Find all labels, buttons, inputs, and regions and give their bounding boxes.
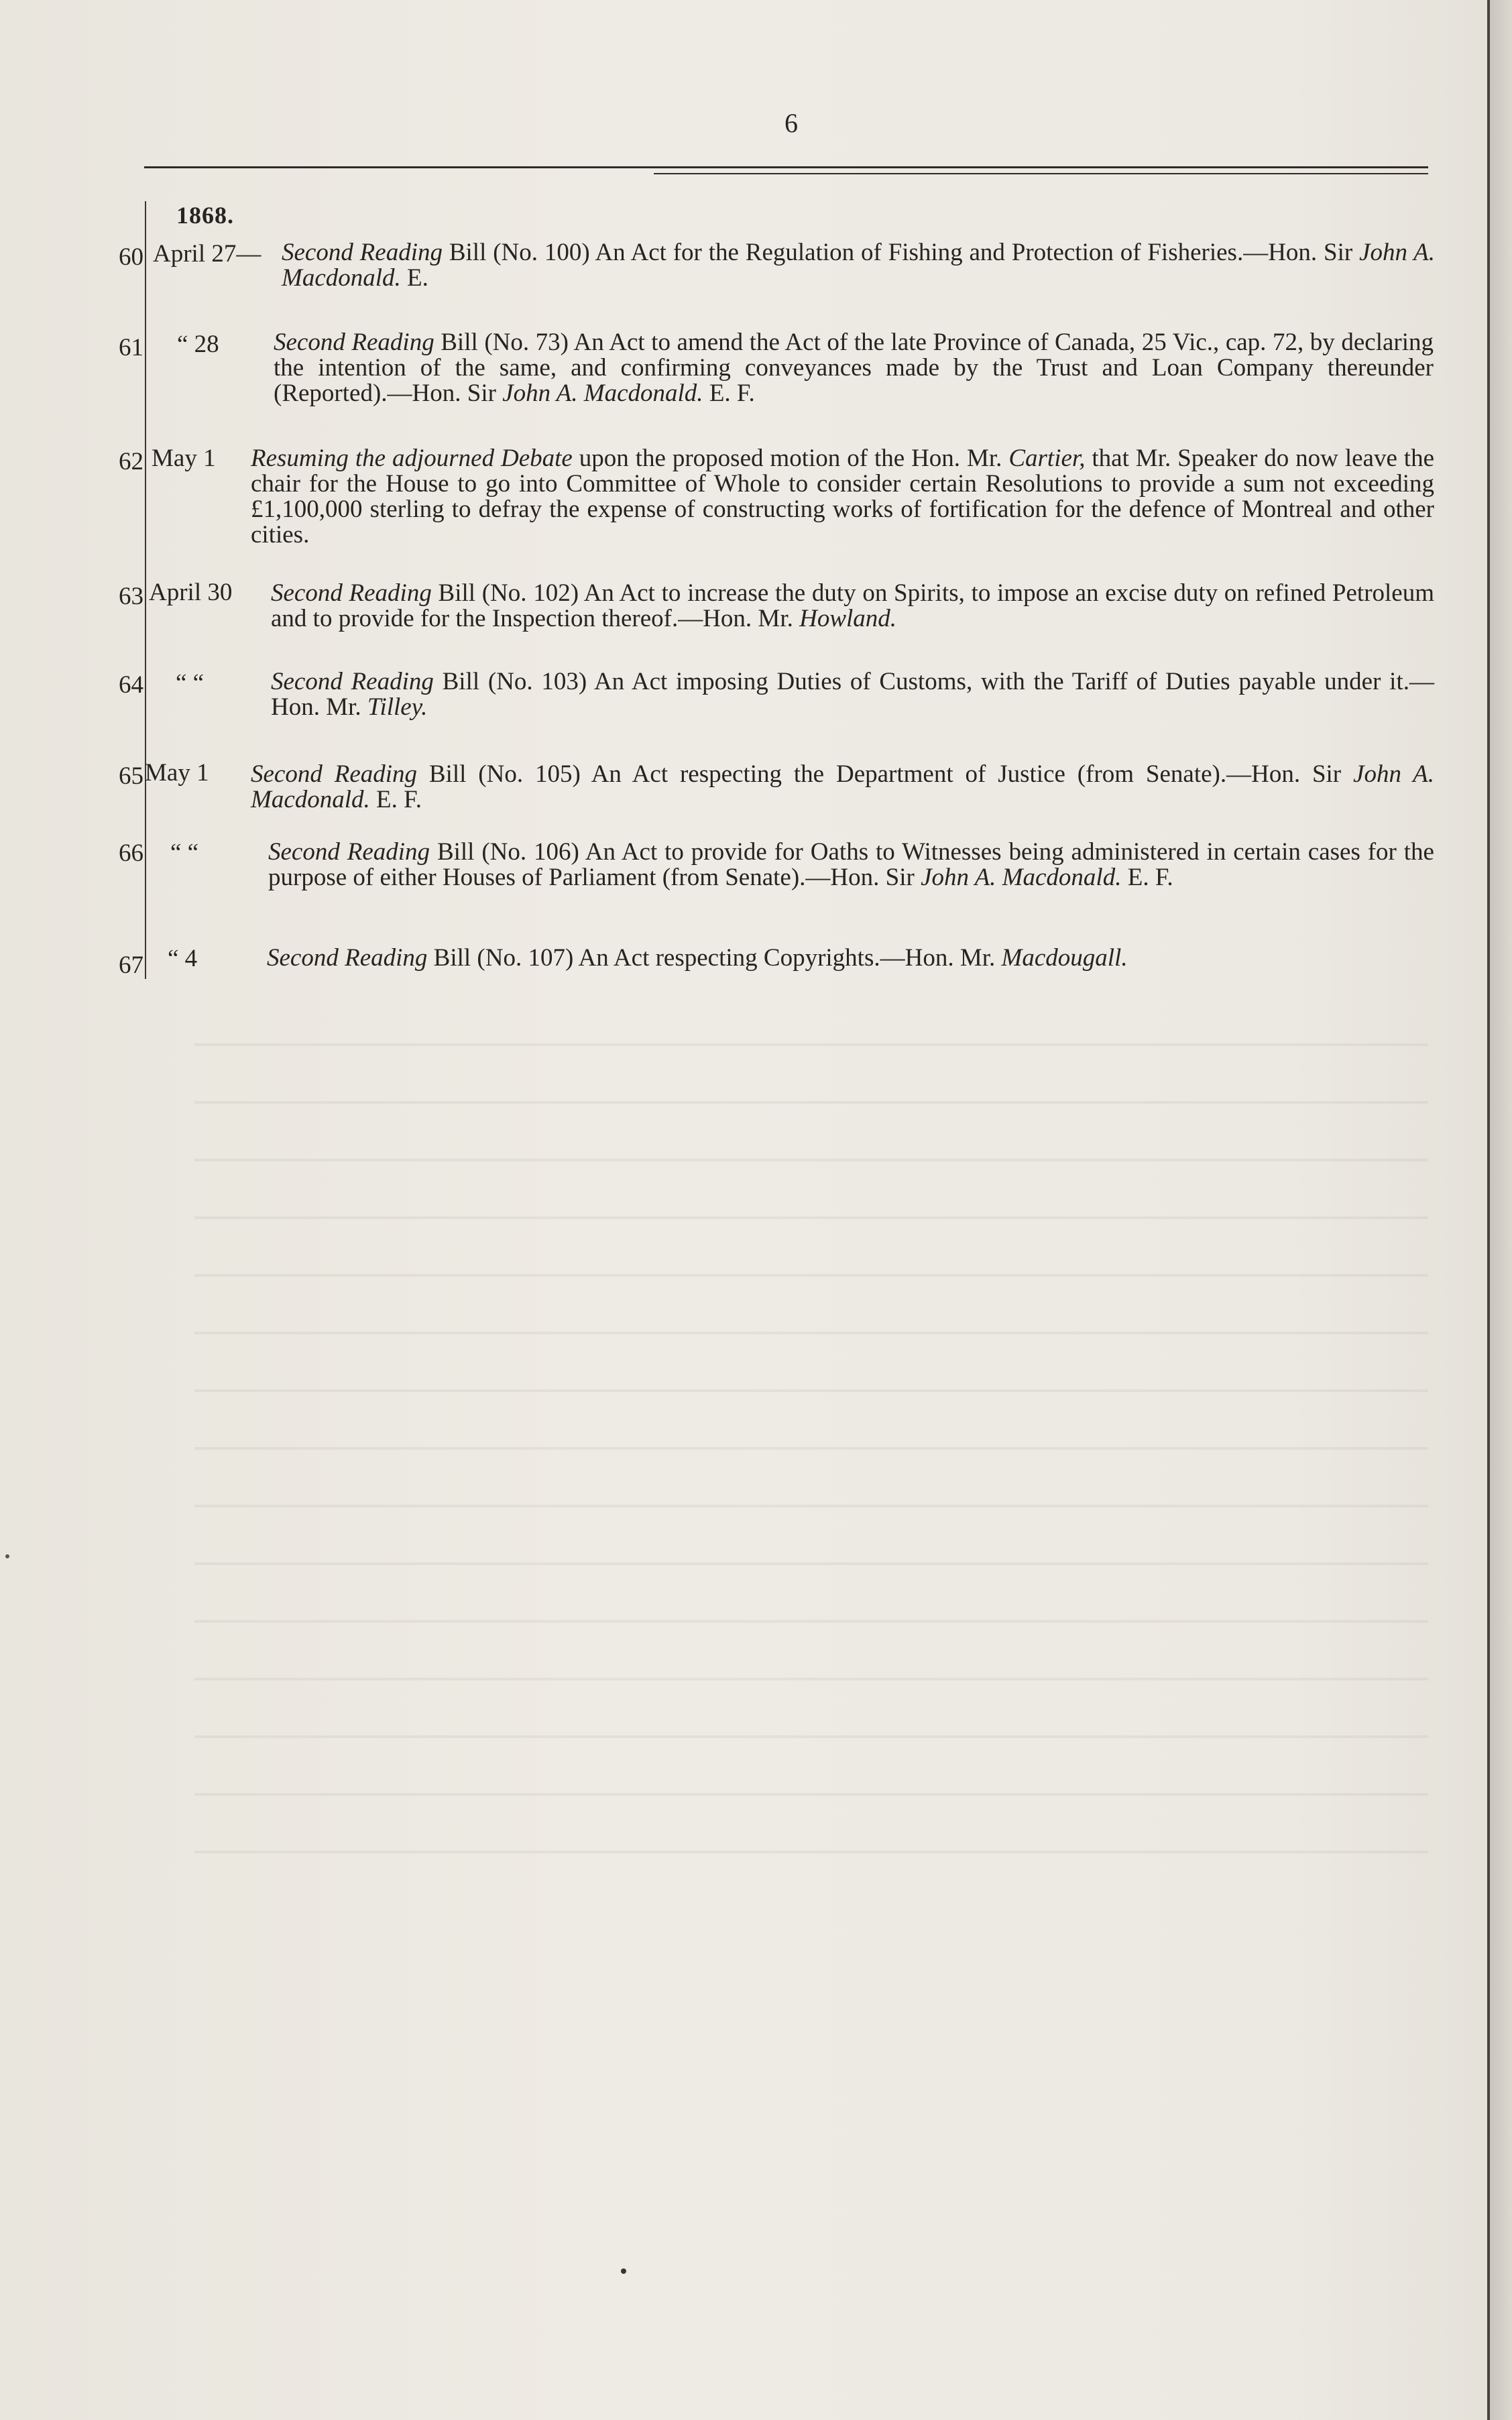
header-rule-bottom (654, 173, 1428, 174)
entry-text (251, 446, 1434, 548)
text-segment: Bill (No. 105) An Act respecting the Department of Justice (from Senate).—Hon. Sir (417, 760, 1354, 788)
italic-segment: John A. Macdonald. (282, 239, 1435, 292)
entry-number: 64 (119, 671, 143, 699)
entry-text (274, 330, 1434, 406)
entry-text (271, 669, 1434, 720)
paper-speck (5, 1554, 9, 1558)
text-segment: Bill (No. 107) An Act respecting Copyrights.—Hon. Mr. (427, 944, 1002, 972)
entry-number: 67 (119, 952, 143, 979)
text-segment: upon the proposed motion of the Hon. Mr. (572, 445, 1009, 472)
text-segment: E. F. (703, 380, 755, 407)
entry-date: “ “ (170, 839, 199, 866)
entry-date: April 27— (153, 240, 261, 268)
entry-text (271, 581, 1434, 632)
entry-date: “ “ (176, 669, 205, 697)
italic-segment: Second Reading (282, 239, 443, 266)
text-segment: E. F. (1121, 864, 1173, 891)
bleed-through-text (194, 1019, 1428, 1891)
italic-segment: Second Reading (267, 944, 428, 972)
text-segment: that Mr. Speaker do now leave the chair for the House to go into Committee of Whole to consider certain Resolutions to provide a sum not exceeding £1,100,000 sterling to defray the expense of constructing works of fortification for the defence of Montreal and other cities. (251, 445, 1435, 549)
text-segment: Bill (No. 100) An Act for the Regulation of Fishing and Protection of Fisheries.—Hon. Sir (443, 239, 1360, 266)
entry-number: 60 (119, 243, 143, 271)
italic-segment: Second Reading (251, 760, 418, 788)
entry-text (268, 840, 1434, 890)
italic-segment: John A. Macdonald. (502, 380, 703, 407)
text-segment: Bill (No. 106) An Act to provide for Oaths to Witnesses being administered in certain cases for the purpose of either Houses of Parliament (from Senate).—Hon. Sir (268, 838, 1434, 891)
year-heading: 1868. (176, 202, 234, 229)
italic-segment: Howland. (799, 605, 897, 632)
entry-text (282, 240, 1435, 291)
entry-number: 62 (119, 448, 143, 475)
entry-number: 61 (119, 334, 143, 361)
entry-number: 63 (119, 583, 143, 610)
binding-shadow (1490, 0, 1512, 2420)
entry-date: April 30 (149, 579, 233, 606)
entry-text (267, 945, 1434, 971)
italic-segment: John A. Macdonald. (251, 760, 1434, 813)
entry-text (251, 762, 1434, 813)
header-rule-top (144, 166, 1428, 168)
italic-segment: Resuming the adjourned Debate (251, 445, 573, 472)
entry-number: 65 (119, 762, 143, 790)
italic-segment: Second Reading (271, 579, 432, 607)
text-segment: E. F. (369, 786, 422, 813)
margin-rule (145, 201, 146, 979)
ink-dot (621, 2268, 626, 2274)
italic-segment: Tilley. (367, 693, 428, 721)
text-segment: E. (400, 264, 428, 292)
italic-segment: Second Reading (274, 329, 434, 356)
italic-segment: Second Reading (268, 838, 430, 866)
italic-segment: Macdougall. (1001, 944, 1128, 972)
entry-date: May 1 (145, 759, 209, 787)
entry-date: May 1 (152, 445, 216, 472)
italic-segment: Second Reading (271, 668, 434, 695)
entry-date: “ 4 (168, 945, 198, 972)
text-segment: Bill (No. 103) An Act imposing Duties of Customs, with the Tariff of Duties payable under it.—Hon. Mr. (271, 668, 1434, 721)
page-number: 6 (784, 108, 798, 138)
italic-segment: Cartier, (1008, 445, 1086, 472)
entry-number: 66 (119, 840, 143, 867)
entry-date: “ 28 (177, 331, 219, 358)
text-segment: Bill (No. 73) An Act to amend the Act of the late Province of Canada, 25 Vic., cap. 72, by declaring the intention of the same, and confirming conveyances made by the Trust and Loan Company thereunder (Reported).—Hon. Sir (274, 329, 1434, 407)
italic-segment: John A. Macdonald. (921, 864, 1122, 891)
text-segment: Bill (No. 102) An Act to increase the duty on Spirits, to impose an excise duty on refined Petroleum and to provide for the Inspection thereof.—Hon. Mr. (271, 579, 1435, 632)
